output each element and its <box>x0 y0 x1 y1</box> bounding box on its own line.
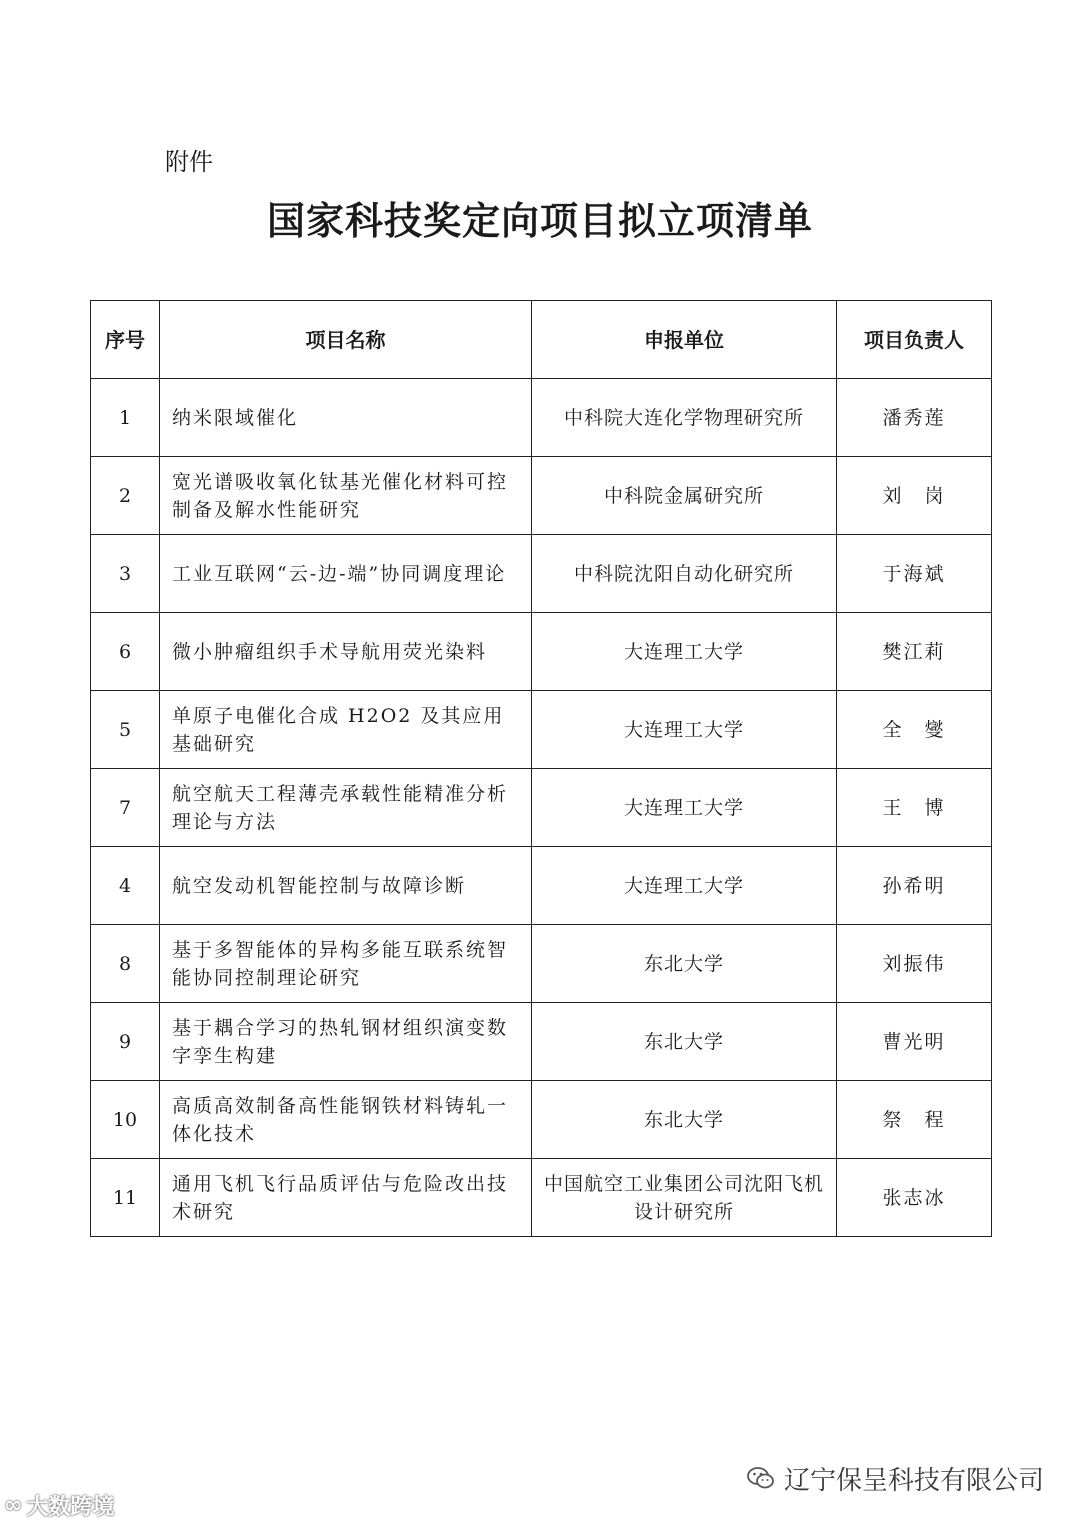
cell-unit: 大连理工大学 <box>532 613 837 691</box>
table-row <box>91 535 992 613</box>
cell-no: 2 <box>91 457 160 535</box>
attachment-label: 附件 <box>165 148 213 176</box>
cell-lead: 樊江莉 <box>837 613 992 691</box>
cell-project-name: 高质高效制备高性能钢铁材料铸轧一体化技术 <box>160 1081 532 1159</box>
cell-unit: 大连理工大学 <box>532 769 837 847</box>
cell-unit: 中科院沈阳自动化研究所 <box>532 535 837 613</box>
cell-unit: 中国航空工业集团公司沈阳飞机设计研究所 <box>532 1159 837 1237</box>
cell-no: 4 <box>91 847 160 925</box>
cell-project-name: 纳米限域催化 <box>160 379 532 457</box>
cell-project-name: 基于多智能体的异构多能互联系统智能协同控制理论研究 <box>160 925 532 1003</box>
cell-no: 6 <box>91 613 160 691</box>
cell-no: 3 <box>91 535 160 613</box>
cell-project-name: 基于耦合学习的热轧钢材组织演变数字孪生构建 <box>160 1003 532 1081</box>
table-row <box>91 457 992 535</box>
cell-no: 5 <box>91 691 160 769</box>
cell-unit: 中科院大连化学物理研究所 <box>532 379 837 457</box>
cell-project-name: 航空发动机智能控制与故障诊断 <box>160 847 532 925</box>
header-unit: 申报单位 <box>532 301 837 379</box>
cell-project-name: 微小肿瘤组织手术导航用荧光染料 <box>160 613 532 691</box>
cell-lead: 刘振伟 <box>837 925 992 1003</box>
watermark-left-text: 大数跨境 <box>26 1495 115 1520</box>
cell-lead: 孙希明 <box>837 847 992 925</box>
cell-project-name: 宽光谱吸收氧化钛基光催化材料可控制备及解水性能研究 <box>160 457 532 535</box>
cell-lead: 于海斌 <box>837 535 992 613</box>
cell-no: 10 <box>91 1081 160 1159</box>
wechat-icon <box>746 1466 776 1492</box>
cell-lead: 王 博 <box>837 769 992 847</box>
cell-lead: 刘 岗 <box>837 457 992 535</box>
watermark-right-text: 辽宁保呈科技有限公司 <box>783 1466 1044 1496</box>
cell-project-name: 单原子电催化合成 H2O2 及其应用基础研究 <box>160 691 532 769</box>
cell-no: 7 <box>91 769 160 847</box>
table-row <box>91 613 992 691</box>
cell-lead: 祭 程 <box>837 1081 992 1159</box>
table-row <box>91 769 992 847</box>
cell-no: 8 <box>91 925 160 1003</box>
table-row <box>91 925 992 1003</box>
cell-unit: 东北大学 <box>532 1081 837 1159</box>
header-lead: 项目负责人 <box>837 301 992 379</box>
cell-project-name: 通用飞机飞行品质评估与危险改出技术研究 <box>160 1159 532 1237</box>
cell-no: 1 <box>91 379 160 457</box>
watermark-left <box>4 1490 114 1521</box>
cell-unit: 东北大学 <box>532 925 837 1003</box>
cell-unit: 中科院金属研究所 <box>532 457 837 535</box>
table-header-row <box>91 301 992 379</box>
cell-no: 9 <box>91 1003 160 1081</box>
cell-project-name: 航空航天工程薄壳承载性能精准分析理论与方法 <box>160 769 532 847</box>
table-row <box>91 379 992 457</box>
table-row <box>91 847 992 925</box>
project-table <box>90 300 992 1237</box>
table-row <box>91 691 992 769</box>
cell-unit: 大连理工大学 <box>532 847 837 925</box>
cell-unit: 东北大学 <box>532 1003 837 1081</box>
header-no: 序号 <box>91 301 160 379</box>
document-title: 国家科技奖定向项目拟立项清单 <box>266 199 813 243</box>
watermark-logo-icon: ∞ <box>4 1493 23 1518</box>
cell-lead: 潘秀莲 <box>837 379 992 457</box>
cell-no: 11 <box>91 1159 160 1237</box>
cell-lead: 全 燮 <box>837 691 992 769</box>
table-row <box>91 1003 992 1081</box>
cell-lead: 曹光明 <box>837 1003 992 1081</box>
cell-unit: 大连理工大学 <box>532 691 837 769</box>
table-row <box>91 1159 992 1237</box>
header-project-name: 项目名称 <box>160 301 532 379</box>
watermark-right <box>746 1460 1044 1497</box>
table-row <box>91 1081 992 1159</box>
cell-project-name: 工业互联网“云-边-端”协同调度理论 <box>160 535 532 613</box>
cell-lead: 张志冰 <box>837 1159 992 1237</box>
